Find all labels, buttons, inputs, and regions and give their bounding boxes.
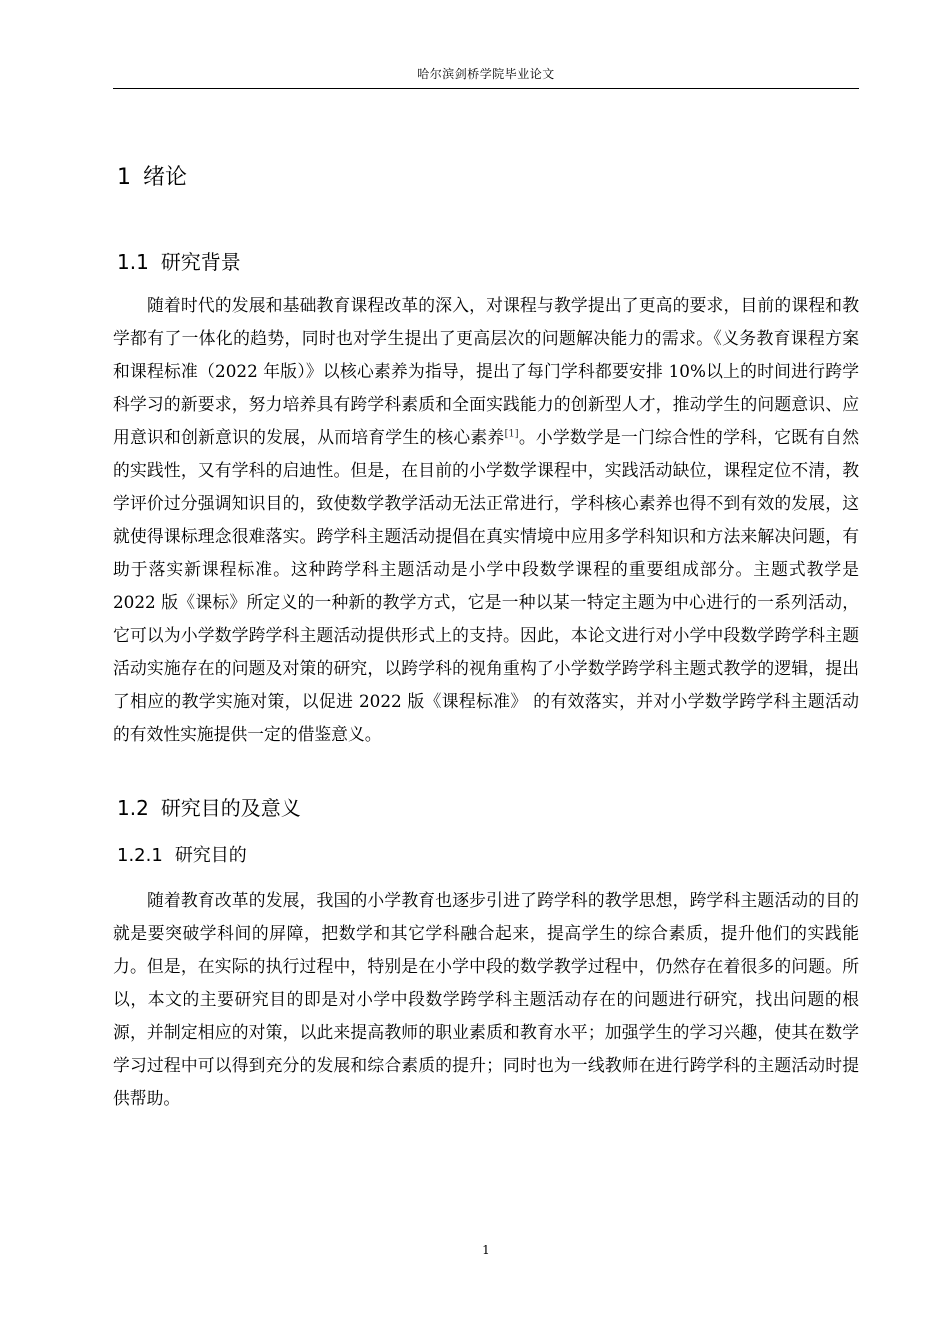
chapter-title: 绪论	[143, 165, 188, 190]
chapter-heading	[117, 163, 187, 193]
section-title-1-1: 研究背景	[160, 250, 241, 274]
citation-marker: [1]	[504, 428, 519, 440]
section-heading-1-1	[117, 248, 241, 276]
section-number-1-2: 1.2	[117, 796, 149, 820]
subsection-number-1-2-1: 1.2.1	[117, 845, 163, 866]
paragraph-research-purpose: 随着教育改革的发展，我国的小学教育也逐步引进了跨学科的教学思想，跨学科主题活动的目的就是要突破学科间的屏障，把数学和其它学科融合起来，提高学生的综合素质，提升他们的实践能力。但是，在实际的执行过程中，特别是在小学中段的数学教学过程中，仍然存在着很多的问题。所以，本文的主要研究目的即是对小学中段数学跨学科主题活动存在的问题进行研究，找出问题的根源，并制定相应的对策，以此来提高教师的职业素质和教育水平；加强学生的学习兴趣，使其在数学学习过程中可以得到充分的发展和综合素质的提升；同时也为一线教师在进行跨学科的主题活动时提供帮助。	[113, 890, 859, 1108]
paragraph-text-part1: 随着时代的发展和基础教育课程改革的深入，对课程与教学提出了更高的要求，目前的课程和教学都有了一体化的趋势，同时也对学生提出了更高层次的问题解决能力的需求。《义务教育课程方案和课程标准（2022 年版）》以核心素养为指导，提出了每门学科都要安排 10%以上的时间进行跨学科学习的新要求，努力培养具有跨学科素质和全面实践能力的创新型人才，推动学生的问题意识、应用意识和创新意识的发展，从而培育学生的核心素养	[113, 295, 859, 447]
section-title-1-2: 研究目的及意义	[160, 796, 301, 820]
header-rule	[113, 88, 859, 89]
paragraph-text-part2: 。小学数学是一门综合性的学科，它既有自然的实践性，又有学科的启迪性。但是，在目前的小学数学课程中，实践活动缺位，课程定位不清，教学评价过分强调知识目的，致使数学教学活动无法正常进行，学科核心素养也得不到有效的发展，这就使得课标理念很难落实。跨学科主题活动提倡在真实情境中应用多学科知识和方法来解决问题，有助于落实新课程标准。这种跨学科主题活动是小学中段数学课程的重要组成部分。主题式教学是 2022 版《课标》所定义的一种新的教学方式，它是一种以某一特定主题为中心进行的一系列活动，它可以为小学数学跨学科主题活动提供形式上的支持。因此，本论文进行对小学中段数学跨学科主题活动实施存在的问题及对策的研究，以跨学科的视角重构了小学数学跨学科主题式教学的逻辑，提出了相应的教学实施对策，以促进 2022 版《课程标准》 的有效落实，并对小学数学跨学科主题活动的有效性实施提供一定的借鉴意义。	[113, 427, 859, 744]
paragraph-research-background	[113, 289, 859, 751]
page-number: 1	[482, 1243, 490, 1257]
subsection-heading-1-2-1	[117, 843, 247, 869]
chapter-number: 1	[117, 165, 131, 190]
running-header: 哈尔滨剑桥学院毕业论文	[417, 67, 555, 81]
section-number-1-1: 1.1	[117, 250, 149, 274]
subsection-title-1-2-1: 研究目的	[174, 845, 247, 866]
section-heading-1-2	[117, 794, 301, 822]
